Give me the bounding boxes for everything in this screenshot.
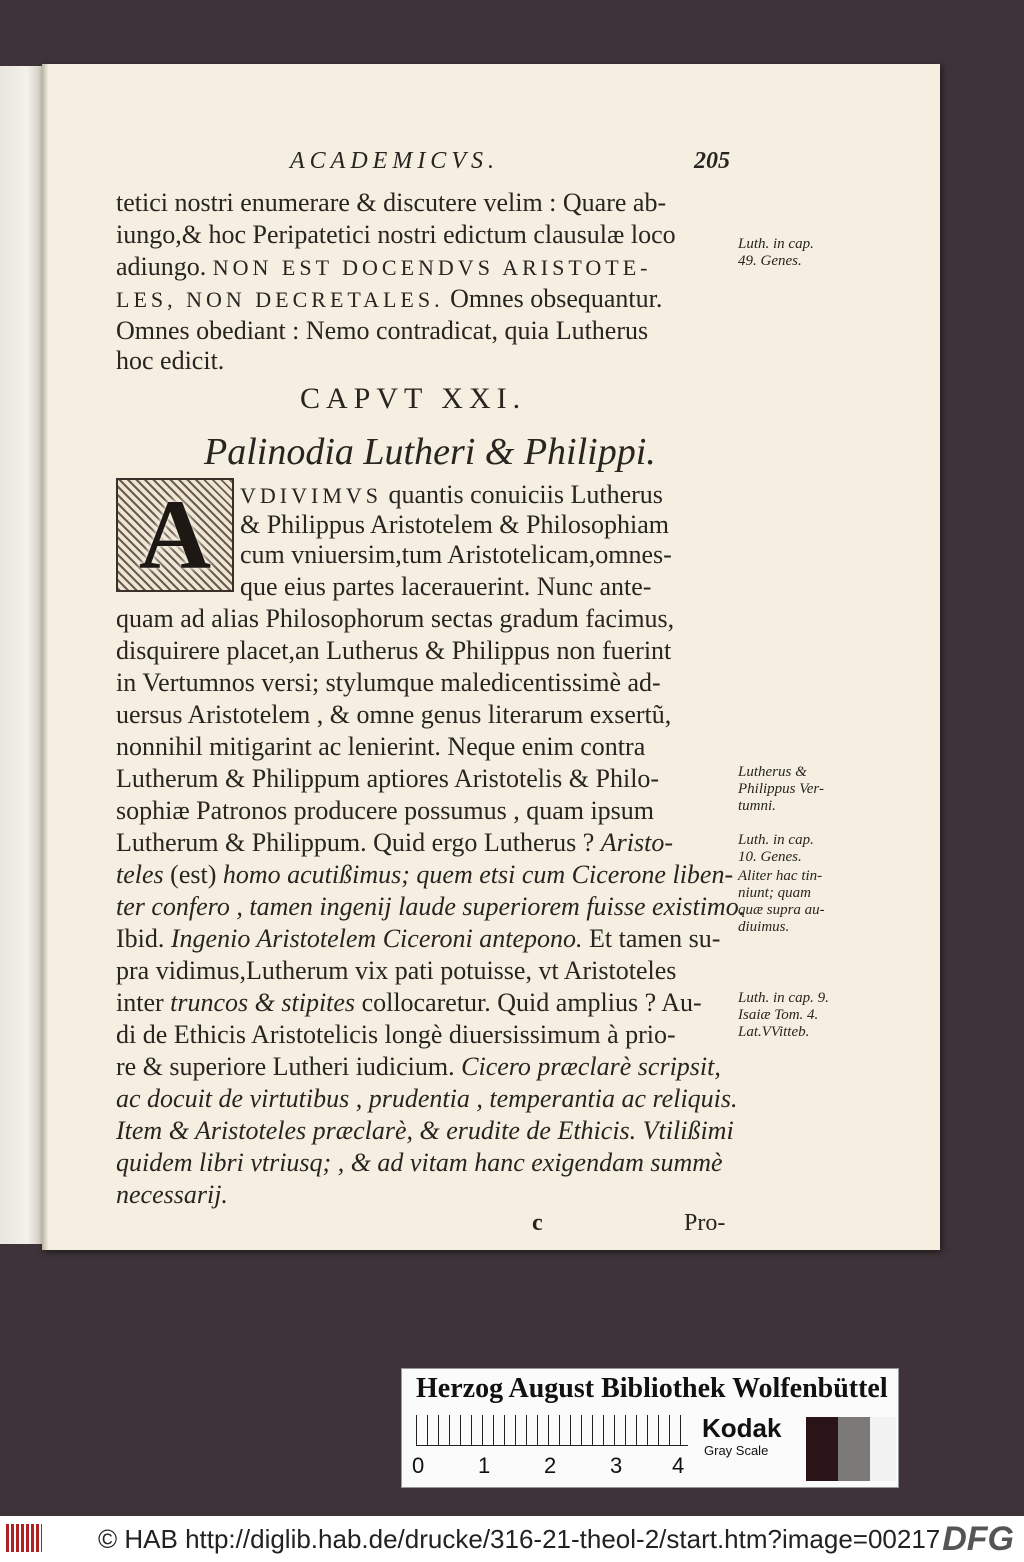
- text-line: & Philippus Aristotelem & Philosophiam: [240, 510, 670, 539]
- text-line: iungo,& hoc Peripatetici nostri edictum clausulæ loco: [116, 220, 676, 249]
- decorated-initial: A: [116, 478, 234, 592]
- text-line: ter confero , tamen ingenij laude superiorem fuisse existimo.: [116, 892, 746, 921]
- text-line: pra vidimus,Lutherum vix pati potuisse, vt Aristoteles: [116, 956, 677, 985]
- page-header: [290, 148, 730, 182]
- ruler-number: 0: [412, 1453, 425, 1478]
- text-line: tetici nostri enumerare & discutere velim : Quare ab-: [116, 188, 667, 217]
- swatch-light: [870, 1417, 896, 1481]
- page-number: 205: [694, 148, 730, 174]
- text-line: inter truncos & stipites collocaretur. Quid amplius ? Au-: [116, 988, 702, 1017]
- library-name: Herzog August Bibliothek Wolfenbüttel: [416, 1373, 888, 1404]
- text-line: necessarij.: [116, 1180, 228, 1209]
- catchword: Pro-: [684, 1210, 726, 1236]
- gray-scale-label: Gray Scale: [704, 1443, 769, 1458]
- swatch-mid: [838, 1417, 870, 1481]
- ruler-number: 4: [672, 1453, 685, 1478]
- text-line: LES, NON DECRETALES. Omnes obsequantur.: [116, 284, 663, 313]
- margin-note: Aliter hac tin- niunt; quam quæ supra au- diuimus.: [738, 868, 825, 935]
- text-line: Item & Aristoteles præclarè, & erudite de Ethicis. Vtilißimi: [116, 1116, 734, 1145]
- text-line: que eius partes lacerauerint. Nunc ante-: [240, 572, 652, 601]
- text-line: in Vertumnos versi; stylumque maledicentissimè ad-: [116, 668, 661, 697]
- text-line: Lutherum & Philippum aptiores Aristotelis & Philo-: [116, 764, 660, 793]
- swatch-dark: [806, 1417, 838, 1481]
- chapter-heading: CAPVT XXI.: [300, 382, 527, 415]
- margin-note: Luth. in cap. 9. Isaiæ Tom. 4. Lat.VVitteb.: [738, 990, 829, 1040]
- text-line: sophiæ Patronos producere possumus , quam ipsum: [116, 796, 655, 825]
- ruler-number: 2: [544, 1453, 557, 1478]
- text-line: re & superiore Lutheri iudicium. Cicero præclarè scripsit,: [116, 1052, 721, 1081]
- text-line: quidem libri vtriusq; , & ad vitam hanc exigendam summè: [116, 1148, 723, 1177]
- ruler-number: 3: [610, 1453, 623, 1478]
- text-line: quam ad alias Philosophorum sectas gradum facimus,: [116, 604, 675, 633]
- ruler-number: 1: [478, 1453, 491, 1478]
- dfg-logo: DFG: [942, 1520, 1014, 1558]
- text-line: hoc edicit.: [116, 346, 225, 375]
- text-line: Omnes obediant : Nemo contradicat, quia Lutherus: [116, 316, 649, 345]
- text-line: VDIVIMVS quantis conuiciis Lutherus: [240, 480, 663, 509]
- measurement-ruler: [416, 1415, 688, 1446]
- text-line: nonnihil mitigarint ac lenierint. Neque enim contra: [116, 732, 646, 761]
- text-line: uersus Aristotelem , & omne genus literarum exsertũ,: [116, 700, 672, 729]
- color-calibration-card: [401, 1368, 899, 1488]
- page-gutter: [42, 64, 48, 1250]
- text-line: adiungo. NON EST DOCENDVS ARISTOTE-: [116, 252, 652, 281]
- kodak-logo: Kodak: [702, 1413, 782, 1443]
- signature-mark: c: [532, 1210, 543, 1236]
- adjacent-page-edge: [0, 66, 45, 1244]
- margin-note: Luth. in cap. 49. Genes.: [738, 236, 814, 269]
- copyright-url[interactable]: © HAB http://diglib.hab.de/drucke/316-21-theol-2/start.htm?image=00217: [98, 1524, 941, 1554]
- text-line: Ibid. Ingenio Aristotelem Ciceroni antepono. Et tamen su-: [116, 924, 721, 953]
- chapter-subtitle: Palinodia Lutheri & Philippi.: [204, 431, 656, 473]
- text-line: cum vniuersim,tum Aristotelicam,omnes-: [240, 540, 672, 569]
- text-line: di de Ethicis Aristotelicis longè diuersissimum à prio-: [116, 1020, 676, 1049]
- margin-note: Luth. in cap. 10. Genes.: [738, 832, 814, 865]
- text-line: Lutherum & Philippum. Quid ergo Lutherus ? Aristo-: [116, 828, 674, 857]
- text-line: disquirere placet,an Lutherus & Philippus non fuerint: [116, 636, 672, 665]
- text-line: ac docuit de virtutibus , prudentia , temperantia ac reliquis.: [116, 1084, 738, 1113]
- running-title: ACADEMICVS.: [290, 148, 499, 174]
- barcode-icon: [6, 1524, 42, 1552]
- margin-note: Lutherus & Philippus Ver- tumni.: [738, 764, 824, 814]
- footer-bar: [0, 1516, 1024, 1562]
- text-line: teles (est) homo acutißimus; quem etsi cum Cicerone liben-: [116, 860, 734, 889]
